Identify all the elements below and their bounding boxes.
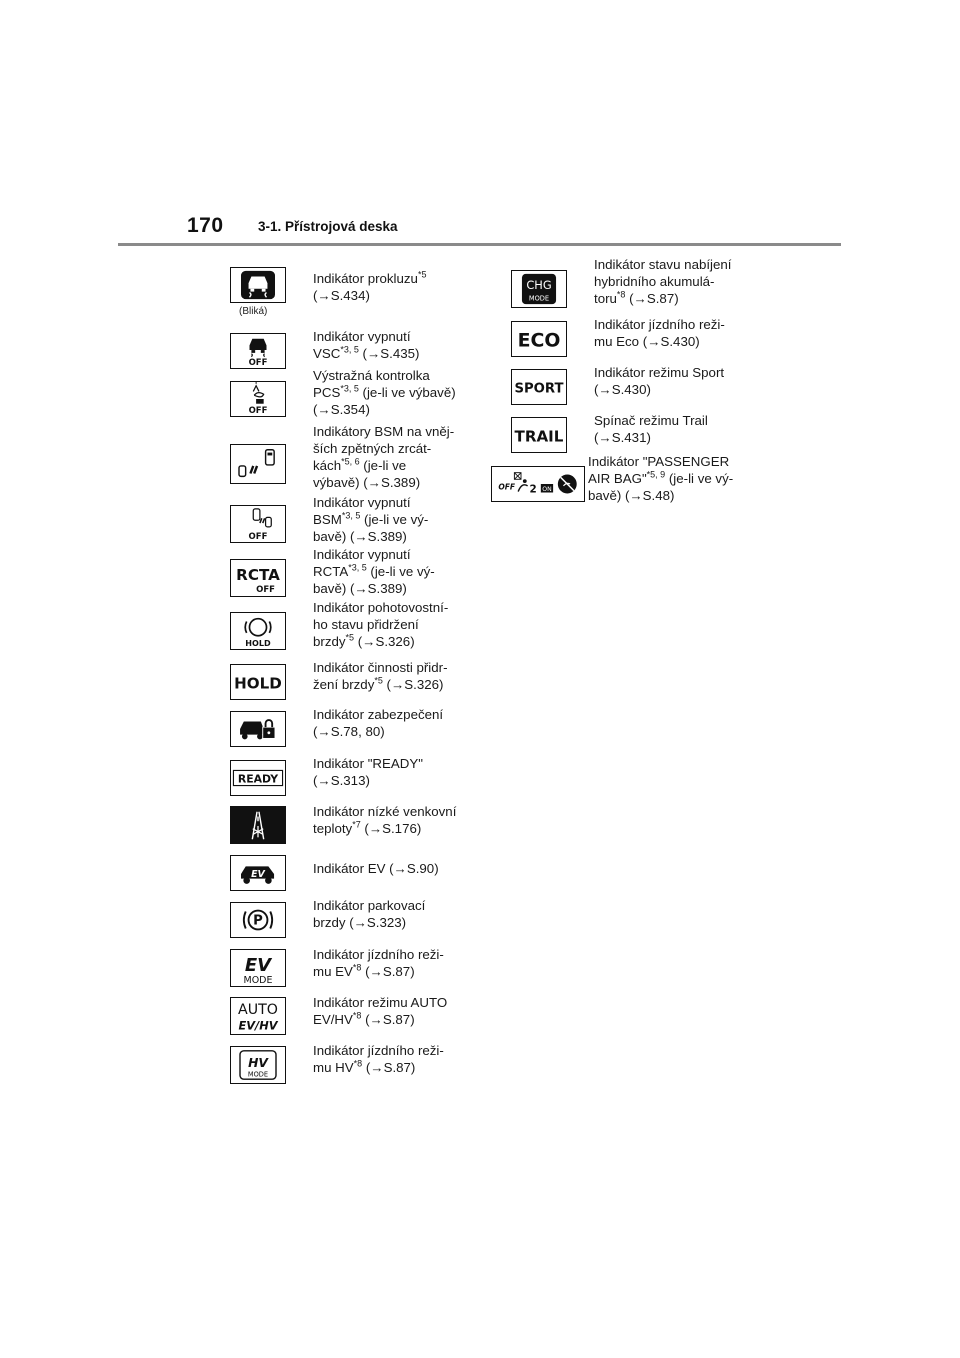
slip-indicator-icon [230, 267, 286, 303]
low-temperature-text: Indikátor nízké venkovní teploty$^{*7}$ (→S.176) [313, 804, 457, 836]
svg-text:EV/HV: EV/HV [238, 1018, 278, 1033]
vsc-off-text: Indikátor vypnutí VSC$^{*3, 5}$ (→S.435) [313, 329, 420, 361]
section-title: 3-1. Přístrojová deska [258, 219, 398, 234]
svg-text:CHG: CHG [526, 278, 552, 292]
svg-text:OFF: OFF [248, 406, 268, 416]
pcs-warning-text: Výstražná kontrolka PCS$^{*3, 5}$ (je-li ve výbavě) (→S.354) [313, 368, 456, 417]
eco-mode-text: Indikátor jízdního reži- mu Eco (→S.430) [594, 317, 725, 349]
ev-mode-text: Indikátor jízdního reži- mu EV$^{*8}$ (→S.87) [313, 947, 444, 979]
svg-text:HOLD: HOLD [245, 639, 271, 649]
bsm-off-text: Indikátor vypnutí BSM$^{*3, 5}$ (je-li ve vý- bavě) (→S.389) [313, 495, 429, 544]
charge-mode-text: Indikátor stavu nabíjení hybridního akumulá- toru$^{*8}$ (→S.87) [594, 257, 732, 306]
ready-icon [230, 760, 286, 796]
bsm-mirror-text: Indikátory BSM na vněj- ších zpětných zrcát- kách$^{*5, 6}$ (je-li ve výbavě) (→S.389) [313, 424, 455, 490]
blinking-caption: (Bliká) [239, 306, 268, 317]
ev-car-icon [230, 855, 286, 891]
svg-text:EV: EV [244, 954, 272, 976]
header-divider [118, 243, 841, 246]
trail-mode-text: Spínač režimu Trail (→S.431) [594, 413, 708, 445]
passenger-airbag-icon [491, 466, 585, 502]
charge-mode-icon [511, 270, 567, 308]
bsm-off-icon [230, 505, 286, 543]
eco-mode-icon [511, 321, 567, 357]
svg-text:OFF: OFF [498, 482, 516, 492]
svg-text:ON: ON [542, 486, 552, 494]
svg-text:MODE: MODE [243, 975, 273, 986]
brake-hold-standby-text: Indikátor pohotovostní- ho stavu přidržení brzdy$^{*5}$ (→S.326) [313, 600, 449, 649]
svg-text:RCTA: RCTA [236, 565, 280, 584]
svg-text:HV: HV [248, 1055, 268, 1070]
ready-text: Indikátor "READY" (→S.313) [313, 756, 423, 788]
trail-mode-icon [511, 417, 567, 453]
vsc-off-icon [230, 333, 286, 369]
rcta-off-icon [230, 559, 286, 597]
passenger-airbag-text: Indikátor "PASSENGER AIR BAG"$^{*5, 9}$ (je-li ve vý- bavě) (→S.48) [588, 454, 734, 503]
auto-ev-hv-text: Indikátor režimu AUTO EV/HV$^{*8}$ (→S.87) [313, 995, 448, 1027]
svg-text:MODE: MODE [247, 1070, 269, 1079]
svg-text:MODE: MODE [528, 294, 550, 303]
brake-hold-active-text: Indikátor činnosti přidr- žení brzdy$^{*5}$ (→S.326) [313, 660, 448, 692]
hv-mode-icon [230, 1046, 286, 1084]
low-temperature-icon [230, 806, 286, 844]
svg-text:OFF: OFF [248, 358, 268, 368]
ev-mode-icon [230, 949, 286, 987]
svg-text:OFF: OFF [248, 532, 268, 542]
brake-hold-standby-icon [230, 612, 286, 650]
svg-text:READY: READY [237, 772, 279, 786]
hv-mode-text: Indikátor jízdního reži- mu HV$^{*8}$ (→S.87) [313, 1043, 444, 1075]
svg-text:OFF: OFF [256, 585, 276, 596]
security-lock-icon [230, 711, 286, 747]
bsm-mirror-icon [230, 444, 286, 484]
sport-mode-icon [511, 369, 567, 405]
svg-text:HOLD: HOLD [234, 674, 282, 693]
auto-ev-hv-icon [230, 997, 286, 1035]
pcs-warning-icon [230, 381, 286, 417]
slip-indicator-text: Indikátor prokluzu$^{*5}$ (→S.434) [313, 269, 427, 303]
sport-mode-text: Indikátor režimu Sport (→S.430) [594, 365, 725, 397]
brake-hold-active-icon [230, 664, 286, 700]
svg-text:P: P [253, 913, 263, 929]
svg-text:SPORT: SPORT [514, 381, 564, 397]
svg-text:AUTO: AUTO [238, 1002, 278, 1019]
svg-text:TRAIL: TRAIL [514, 427, 564, 446]
svg-text:EV: EV [251, 868, 265, 880]
security-text: Indikátor zabezpečení (→S.78, 80) [313, 707, 444, 739]
rcta-off-text: Indikátor vypnutí RCTA$^{*3, 5}$ (je-li ve vý- bavě) (→S.389) [313, 547, 435, 596]
parking-brake-icon [230, 902, 286, 938]
ev-text: Indikátor EV (→S.90) [313, 861, 439, 876]
svg-text:2: 2 [529, 483, 537, 496]
parking-brake-text: Indikátor parkovací brzdy (→S.323) [313, 898, 426, 930]
svg-text:ECO: ECO [517, 329, 561, 352]
page-number: 170 [187, 214, 224, 237]
